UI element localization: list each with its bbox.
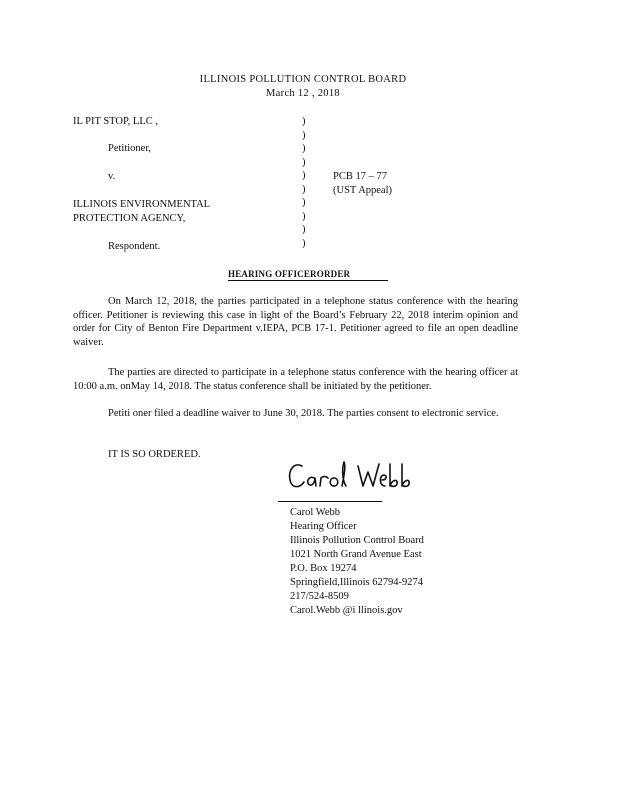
- case-type: (UST Appeal): [333, 185, 393, 196]
- signer-name: Carol Webb: [290, 507, 340, 518]
- respondent-name-line1: ILLINOIS ENVIRONMENTAL: [73, 199, 211, 210]
- paragraph-1-text: On March 12, 2018, the parties participated in a telephone status conference with the hearing officer. Petitioner is reviewing this case in light of the Board’s February 22, 2018 interim opinion and order for City of Benton Fire Department v.IEPA, PCB 17-1. Petitioner agreed to file an open deadline waiver.: [73, 296, 518, 348]
- order-date: March 12 , 2018: [266, 88, 340, 99]
- paren: ): [302, 237, 306, 249]
- title-underline: [228, 280, 388, 281]
- respondent-name-line2: PROTECTION AGENCY,: [73, 213, 186, 224]
- paren: ): [302, 116, 306, 127]
- signer-po-box: P.O. Box 19274: [290, 563, 357, 574]
- respondent-role: Respondent.: [108, 241, 161, 252]
- signature-block: [290, 506, 424, 618]
- order-title-text: HEARING OFFICERORDER: [228, 269, 351, 279]
- signature-line: [278, 501, 382, 502]
- board-name: ILLINOIS POLLUTION CONTROL BOARD: [199, 74, 407, 85]
- paragraph-2-text: The parties are directed to participate in a telephone status conference with the hearing officer at 10:00 a.m. onMay 14, 2018. The status conference shall be initiated by the petitioner.: [73, 367, 518, 392]
- handwritten-signature: [284, 458, 419, 498]
- order-title: [228, 269, 388, 280]
- signer-organization: Illinois Pollution Control Board: [290, 535, 424, 546]
- paren: ): [302, 197, 306, 208]
- signer-title: Hearing Officer: [290, 521, 357, 532]
- paragraph-1: [73, 295, 518, 349]
- petitioner-role: Petitioner,: [108, 143, 152, 154]
- paren: ): [302, 156, 306, 168]
- paren: ): [302, 143, 306, 154]
- signer-city-zip: Springfield,Illinois 62794-9274: [290, 577, 423, 588]
- paragraph-3: [73, 407, 518, 421]
- paren: ): [302, 183, 306, 195]
- paren: ): [302, 170, 306, 181]
- petitioner-name: IL PIT STOP, LLC ,: [73, 116, 158, 127]
- paren: ): [302, 210, 306, 222]
- paren: ): [302, 224, 306, 235]
- signer-email: Carol.Webb @i llinois.gov: [290, 605, 403, 616]
- caption-parentheses: [302, 115, 306, 250]
- paragraph-3-text: Petiti oner filed a deadline waiver to June 30, 2018. The parties consent to electronic service.: [108, 408, 499, 419]
- signer-phone: 217/524-8509: [290, 591, 349, 602]
- signer-street-address: 1021 North Grand Avenue East: [290, 549, 422, 560]
- paren: ): [302, 129, 306, 141]
- ordered-text: IT IS SO ORDERED.: [108, 449, 201, 460]
- versus-label: v.: [108, 171, 116, 182]
- paragraph-2: [73, 366, 518, 393]
- case-number: PCB 17 – 77: [333, 171, 387, 182]
